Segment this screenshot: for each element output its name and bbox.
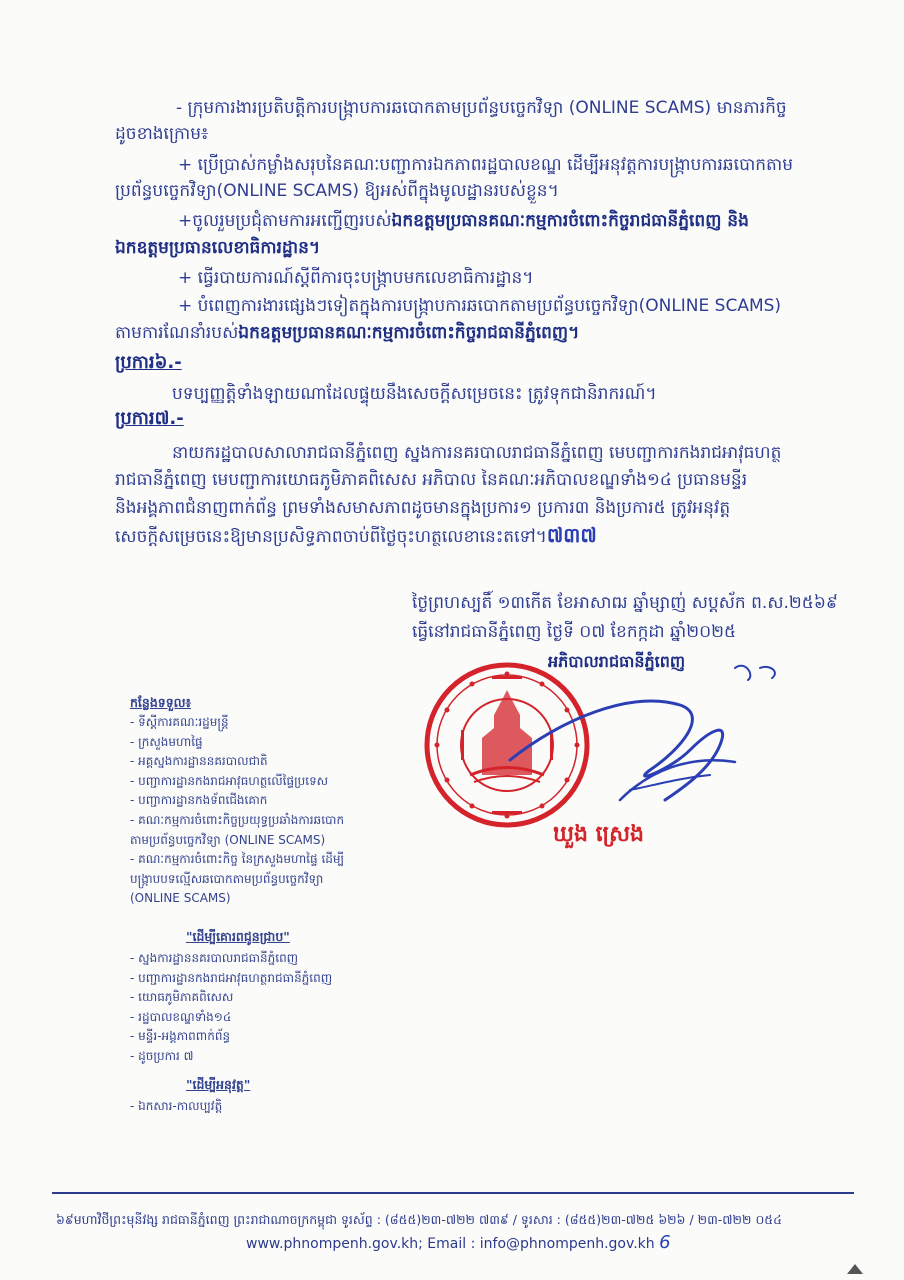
duty-item-4-cont — [115, 321, 579, 345]
recipient-item: - យោធភូមិភាគពិសេស — [130, 990, 234, 1005]
article-6-heading: ប្រការ៦.- — [115, 352, 182, 373]
article-7-line-1: នាយករដ្ឋបាលសាលារាជធានីភ្នំពេញ ស្នងការនគរបាលរាជធានីភ្នំពេញ មេបញ្ជាការកងរាជអាវុធហត្ថ — [172, 443, 782, 463]
recipient-item: - បញ្ជាការដ្ឋានកងរាជអាវុធហត្ថរាជធានីភ្នំពេញ — [130, 970, 333, 985]
duty-item-4-bold: ឯកឧត្តមប្រធានគណៈកម្មការចំពោះកិច្ចរាជធានីភ្នំពេញ។ — [238, 323, 580, 343]
recipient-item: - ទីស្តីការគណៈរដ្ឋមន្ត្រី — [130, 715, 229, 729]
recipient-item: - ក្រសួងមហាផ្ទៃ — [130, 734, 203, 749]
duty-item-2-cont: ឯកឧត្តមប្រធានលេខាធិការដ្ឋាន។ — [115, 238, 321, 258]
article-7-line-3: និងអង្គភាពជំនាញពាក់ព័ន្ធ ព្រមទាំងសមាសភាពដូចមានក្នុងប្រការ១ ប្រការ៣ និងប្រការ៥ ត្រូវអនុវត្ត — [115, 498, 731, 518]
governor-title: អភិបាលរាជធានីភ្នំពេញ — [548, 652, 686, 671]
duty-item-2-bold: ឯកឧត្តមប្រធានគណៈកម្មការចំពោះកិច្ចរាជធានីភ្នំពេញ និង — [391, 211, 749, 231]
duty-intro-line: - ក្រុមការងារប្រតិបត្តិការបង្ក្រាបការឆបោកតាមប្រព័ន្ធបច្ចេកវិទ្យា (ONLINE SCAMS) មានភារកិច្ច — [176, 98, 787, 118]
duty-item-3: + ធ្វើរបាយការណ៍ស្តីពីការចុះបង្ក្រាបមកលេខាធិការដ្ឋាន។ — [178, 268, 534, 288]
recipient-item: - ឯកសារ-កាលប្បវត្តិ — [130, 1099, 223, 1113]
footer-address: ៦៩មហាវិថីព្រះមុនីវង្ស រាជធានីភ្នំពេញ ព្រះរាជាណាចក្រកម្ពុជា ទូរស័ព្ទ : (៨៥៥)២៣-៧២២ ៧៣៩ / ទូរសារ : (៨៥៥)២៣-៧២៥ ៦២៦ / ២៣-៧២២ ០៥៤ — [56, 1212, 782, 1227]
footer-contact-text: www.phnompenh.gov.kh; Email : info@phnompenh.gov.kh — [246, 1236, 655, 1252]
duty-item-1: + ប្រើប្រាស់កម្លាំងសរុបនៃគណៈបញ្ជាការឯកភាពរដ្ឋបាលខណ្ឌ ដើម្បីអនុវត្តការបង្ក្រាបការឆបោកតាម — [178, 155, 794, 175]
recipient-item: បង្ក្រាបបទល្មើសឆបោកតាមប្រព័ន្ធបច្ចេកវិទ្យា — [130, 871, 324, 886]
duty-item-4-text: តាមការណែនាំរបស់ — [115, 323, 239, 343]
solar-date: ធ្វើនៅរាជធានីភ្នំពេញ ថ្ងៃទី ០៧ ខែកក្កដា ឆ្នាំ២០២៥ — [412, 622, 737, 642]
recipient-item: - បញ្ជាការដ្ឋានកងទ័ពជើងគោក — [130, 793, 268, 808]
recipient-item: - ដូចប្រការ ៧ — [130, 1049, 194, 1063]
corner-stamp-icon — [845, 1262, 865, 1276]
article-7-line-2: រាជធានីភ្នំពេញ មេបញ្ជាការយោធភូមិភាគពិសេស អភិបាល នៃគណៈអភិបាលខណ្ឌទាំង១៤ ប្រធានមន្ទីរ — [115, 470, 748, 490]
recipient-item: - បញ្ជាការដ្ឋានកងរាជអាវុធហត្ថលើផ្ទៃប្រទេស — [130, 773, 329, 788]
footer-contact — [246, 1232, 671, 1253]
article-7-line-4-text: សេចក្តីសម្រេចនេះឱ្យមានប្រសិទ្ធភាពចាប់ពីថ្ងៃចុះហត្ថលេខានេះតទៅ។ — [115, 527, 547, 547]
article-7-line-4 — [115, 523, 597, 549]
recipient-item: - រដ្ឋបាលខណ្ឌទាំង១៤ — [130, 1009, 232, 1024]
duty-intro-line-cont: ដូចខាងក្រោម៖ — [115, 124, 209, 144]
recipients-implement-subtitle: "ដើម្បីអនុវត្ត" — [186, 1077, 251, 1092]
signer-name: ឃួង ស្រេង — [553, 822, 645, 847]
recipient-item: (ONLINE SCAMS) — [130, 891, 231, 906]
recipients-title: កន្លែងទទួល៖ — [130, 695, 192, 710]
registration-number: ៧៣៧ — [546, 523, 597, 547]
recipient-item: - គណៈកម្មការចំពោះកិច្ច នៃក្រសួងមហាផ្ទៃ ដើម្បី — [130, 852, 345, 867]
recipient-item: តាមប្រព័ន្ធបច្ចេកវិទ្យា (ONLINE SCAMS) — [130, 832, 326, 847]
recipient-item: - គណៈកម្មការចំពោះកិច្ចប្រយុទ្ធប្រឆាំងការឆបោក — [130, 813, 345, 827]
duty-item-1-cont: ប្រព័ន្ធបច្ចេកវិទ្យា(ONLINE SCAMS) ឱ្យអស់ពីក្នុងមូលដ្ឋានរបស់ខ្លួន។ — [115, 181, 559, 201]
duty-item-2-text: +ចូលរួមប្រជុំតាមការអញ្ជើញរបស់ — [178, 211, 392, 231]
recipient-item: - ស្នងការដ្ឋាននគរបាលរាជធានីភ្នំពេញ — [130, 951, 299, 965]
lunar-date: ថ្ងៃព្រហស្បតិ៍ ១៣កើត ខែអាសាឍ ឆ្នាំម្សាញ់ សប្តស័ក ព.ស.២៥៦៩ — [412, 593, 838, 613]
duty-item-2 — [178, 209, 749, 233]
recipients-inform-subtitle: "ដើម្បីគោរពជូនជ្រាប" — [186, 929, 290, 944]
page-mark: 6 — [659, 1232, 671, 1253]
signature-icon — [480, 650, 800, 840]
article-7-heading: ប្រការ៧.- — [115, 408, 184, 429]
footer-divider — [52, 1192, 854, 1194]
duty-item-4: + បំពេញការងារផ្សេងៗទៀតក្នុងការបង្ក្រាបការឆបោកតាមប្រព័ន្ធបច្ចេកវិទ្យា(ONLINE SCAMS) — [178, 296, 782, 316]
recipient-item: - អគ្គស្នងការដ្ឋាននគរបាលជាតិ — [130, 754, 268, 769]
article-6-text: បទប្បញ្ញត្តិទាំងឡាយណាដែលផ្ទុយនឹងសេចក្តីសម្រេចនេះ ត្រូវទុកជានិរាករណ៍។ — [172, 384, 657, 404]
recipient-item: - មន្ទីរ-អង្គភាពពាក់ព័ន្ធ — [130, 1029, 231, 1044]
